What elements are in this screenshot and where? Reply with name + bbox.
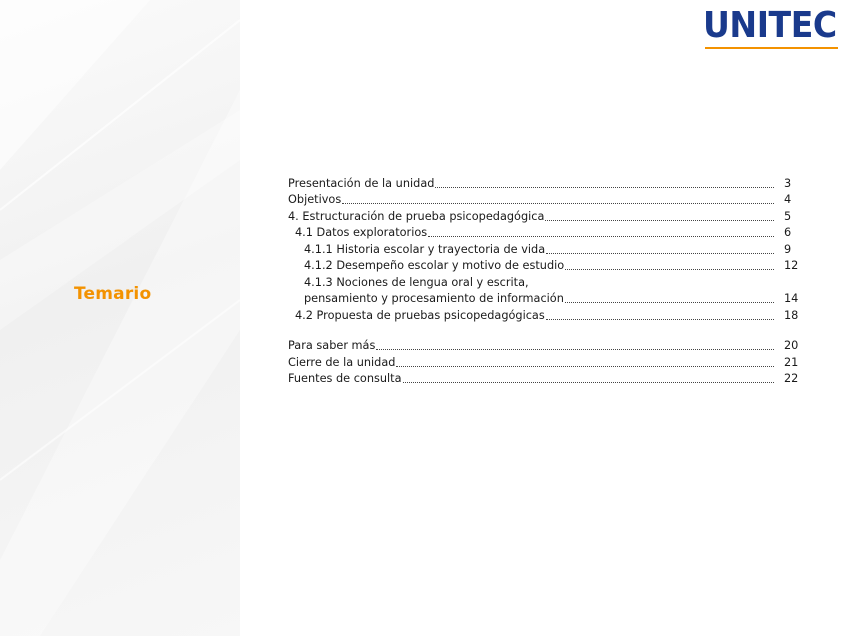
toc-entry[interactable] xyxy=(288,274,810,291)
toc-group-extras xyxy=(288,338,810,388)
toc-page-number: 12 xyxy=(784,259,799,272)
toc-page-number: 14 xyxy=(784,292,799,305)
toc-leader-dots xyxy=(376,349,774,350)
logo-text: UNITEC xyxy=(703,5,837,46)
toc-page-number: 21 xyxy=(784,355,799,369)
toc-entry-label: Cierre de la unidad xyxy=(288,355,396,369)
toc-leader-dots xyxy=(403,382,774,383)
toc-entry[interactable] xyxy=(288,225,810,242)
toc-entry[interactable] xyxy=(288,192,810,209)
toc-page-number: 9 xyxy=(784,242,792,256)
toc-entry-label: 4.1.3 Nociones de lengua oral y escrita, xyxy=(304,275,529,289)
toc-entry-label: 4.1.1 Historia escolar y trayectoria de vida xyxy=(304,242,546,256)
toc-page-number: 3 xyxy=(784,176,792,190)
toc-entry[interactable] xyxy=(288,258,810,275)
toc-entry-label-continued: pensamiento y procesamiento de información xyxy=(304,292,564,305)
toc-entry-label: 4.1 Datos exploratorios xyxy=(295,226,428,239)
toc-leader-dots xyxy=(342,203,774,204)
section-title: Temario xyxy=(74,284,152,304)
toc-entry[interactable] xyxy=(288,354,810,371)
toc-entry-label: Presentación de la unidad xyxy=(288,176,435,190)
toc-leader-dots xyxy=(565,302,774,303)
toc-page-number: 20 xyxy=(784,339,799,352)
toc-page-number: 6 xyxy=(784,226,792,239)
table-of-contents xyxy=(288,175,810,387)
toc-page-number: 4 xyxy=(784,193,792,206)
toc-entry-label: Para saber más xyxy=(288,339,376,352)
toc-group-main xyxy=(288,175,810,324)
toc-page-number: 18 xyxy=(784,308,799,322)
toc-entry[interactable] xyxy=(288,338,810,355)
toc-leader-dots xyxy=(428,236,774,237)
toc-leader-dots xyxy=(565,269,774,270)
sidebar-decoration xyxy=(0,0,240,636)
toc-entry-continuation[interactable] xyxy=(288,291,810,308)
sidebar-panel xyxy=(0,0,240,636)
toc-leader-dots xyxy=(546,253,774,254)
toc-leader-dots xyxy=(435,187,774,188)
toc-leader-dots xyxy=(546,319,774,320)
unitec-logo xyxy=(703,6,840,50)
logo-underline xyxy=(705,47,838,49)
toc-gap xyxy=(288,324,810,338)
toc-entry-label: 4.2 Propuesta de pruebas psicopedagógicas xyxy=(295,308,545,322)
toc-entry[interactable] xyxy=(288,307,810,324)
toc-entry[interactable] xyxy=(288,175,810,192)
toc-page-number: 5 xyxy=(784,209,792,223)
toc-leader-dots xyxy=(396,366,774,367)
toc-entry-label: Fuentes de consulta xyxy=(288,372,402,385)
toc-leader-dots xyxy=(545,220,774,221)
toc-page-number: 22 xyxy=(784,372,799,385)
toc-entry-label: 4.1.2 Desempeño escolar y motivo de estudio xyxy=(304,259,565,272)
toc-entry-label: Objetivos xyxy=(288,193,342,206)
toc-entry[interactable] xyxy=(288,371,810,388)
toc-entry-label: 4. Estructuración de prueba psicopedagógica xyxy=(288,209,545,223)
toc-entry[interactable] xyxy=(288,208,810,225)
toc-entry[interactable] xyxy=(288,241,810,258)
